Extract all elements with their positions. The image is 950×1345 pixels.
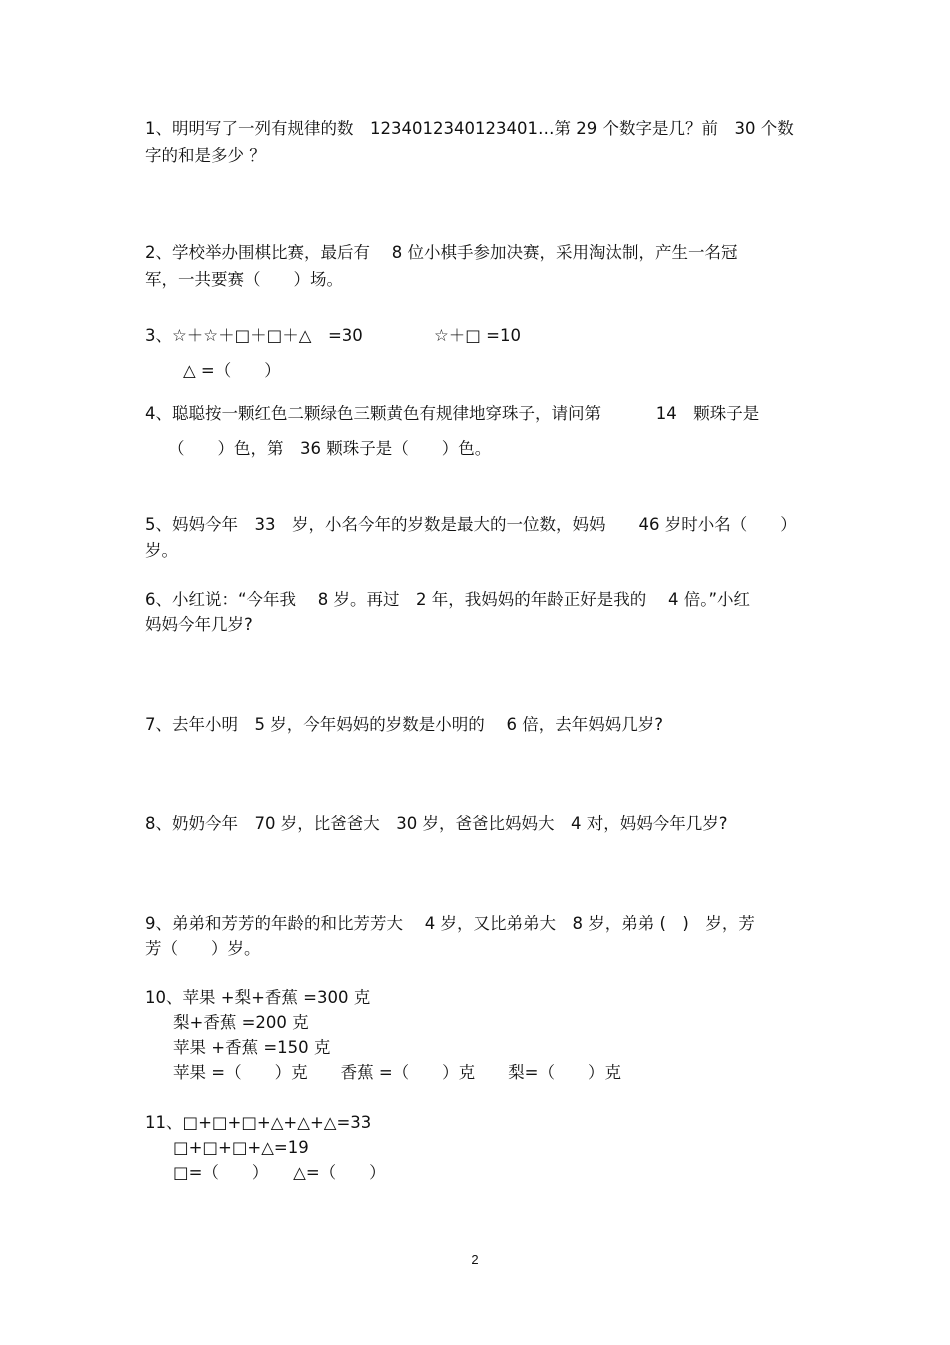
question-10-line-2: 梨+香蕉 =200 克 [173,1013,309,1032]
question-10-line-3: 苹果 +香蕉 =150 克 [173,1038,331,1057]
question-9-line-1: 9、弟弟和芳芳的年龄的和比芳芳大 4 岁，又比弟弟大 8 岁，弟弟 ( ) 岁，芳 [145,914,755,933]
question-2-line-2: 军，一共要赛（ ）场。 [145,270,343,289]
question-3-line-2: △ =（ ） [183,361,281,380]
question-1-line-2: 字的和是多少 ？ [145,146,266,165]
question-5-line-2: 岁。 [145,541,178,560]
question-9-line-2: 芳（ ）岁。 [145,939,261,958]
question-11-line-1: 11、□+□+□+△+△+△=33 [145,1113,372,1132]
question-4-line-1: 4、聪聪按一颗红色二颗绿色三颗黄色有规律地穿珠子，请问第 14 颗珠子是 [145,404,760,423]
question-3-line-1: 3、☆＋☆＋□＋□＋△ =30 ☆＋□ =10 [145,326,521,345]
question-11-line-2: □+□+□+△=19 [173,1138,309,1157]
question-10-line-1: 10、苹果 +梨+香蕉 =300 克 [145,988,371,1007]
question-10-line-4: 苹果 =（ ）克 香蕉 =（ ）克 梨=（ ）克 [173,1063,621,1082]
question-4-line-2: （ ）色，第 36 颗珠子是（ ）色。 [168,439,492,458]
question-1-line-1: 1、明明写了一列有规律的数 1234012340123401…第 29 个数字是几？前 30 个数 [145,119,794,138]
question-2-line-1: 2、学校举办围棋比赛，最后有 8 位小棋手参加决赛，采用淘汰制，产生一名冠 [145,243,738,262]
question-6-line-1: 6、小红说：“今年我 8 岁。再过 2 年，我妈妈的年龄正好是我的 4 倍。”小红 [145,590,751,609]
question-7-line-1: 7、去年小明 5 岁，今年妈妈的岁数是小明的 6 倍，去年妈妈几岁? [145,715,663,734]
page-number: 2 [471,1252,479,1267]
question-8-line-1: 8、奶奶今年 70 岁，比爸爸大 30 岁，爸爸比妈妈大 4 对，妈妈今年几岁? [145,814,728,833]
question-6-line-2: 妈妈今年几岁? [145,615,253,634]
question-5-line-1: 5、妈妈今年 33 岁，小名今年的岁数是最大的一位数，妈妈 46 岁时小名（ ） [145,515,797,534]
question-11-line-3: □=（ ） △=（ ） [173,1163,386,1182]
